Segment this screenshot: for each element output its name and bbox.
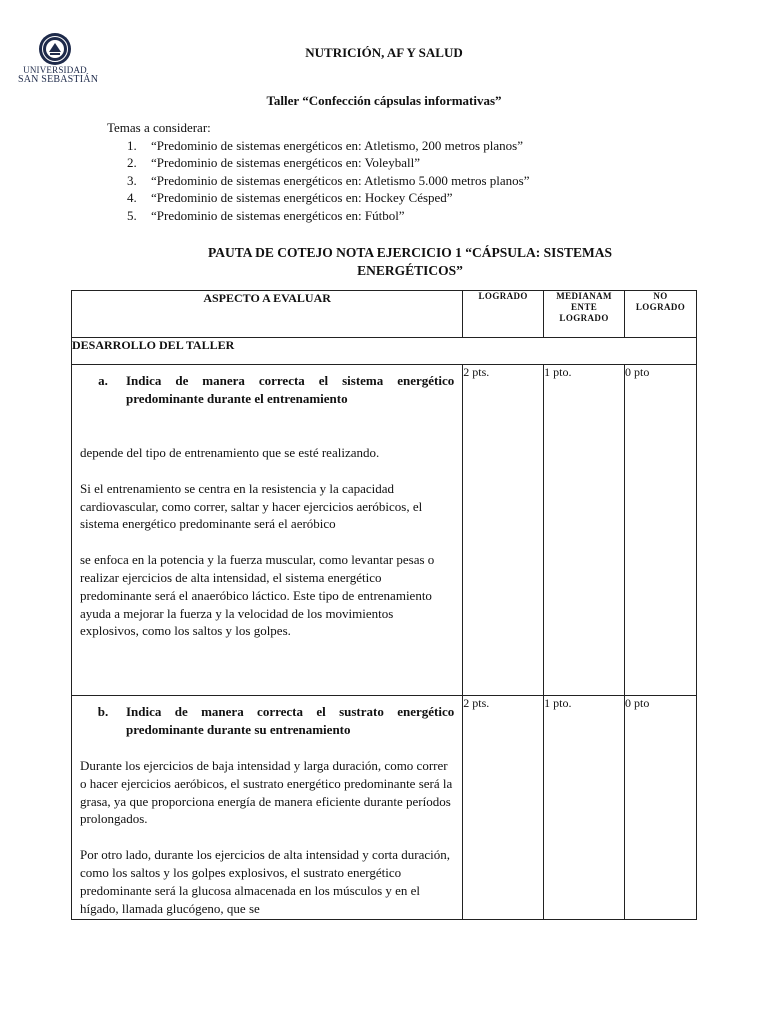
list-number: 1. — [127, 138, 137, 153]
points-achieved: 2 pts. — [463, 696, 544, 920]
list-item — [127, 189, 530, 206]
list-item — [127, 207, 530, 224]
course-title: NUTRICIÓN, AF Y SALUD — [305, 45, 463, 60]
answer-paragraph: Por otro lado, durante los ejercicios de alta intensidad y corta duración, como los saltos y los golpes explosivos, el sustrato energético predominante será la glucosa almacenada en los músculos y en el hígado, llamada glucógeno, que se — [80, 847, 451, 916]
criterion-title: Indica de manera correcta el sustrato energético predominante durante su entrenamiento — [126, 704, 455, 737]
table-row — [72, 696, 697, 920]
list-number: 4. — [127, 190, 137, 206]
topics-list — [127, 137, 530, 224]
list-item — [127, 137, 530, 154]
criterion-answer — [72, 444, 462, 640]
section-label: DESARROLLO DEL TALLER — [72, 338, 697, 365]
criterion-heading — [72, 696, 462, 739]
answer-paragraph: depende del tipo de entrenamiento que se esté realizando. — [80, 445, 380, 460]
points-not-achieved: 0 pto — [625, 696, 697, 920]
list-number: 3. — [127, 172, 137, 188]
list-text: “Predominio de sistemas energéticos en: Hockey Césped” — [151, 190, 453, 206]
criterion-heading — [72, 365, 462, 408]
workshop-title: Taller “Confección cápsulas informativas” — [266, 93, 502, 108]
criterion-cell — [72, 696, 463, 920]
criterion-answer — [72, 757, 462, 917]
criterion-letter: b. — [97, 704, 109, 719]
column-header-partial-line: ENTE — [571, 302, 598, 312]
column-header-partial — [544, 291, 625, 338]
column-header-partial-line: LOGRADO — [559, 313, 609, 323]
list-number: 2. — [127, 155, 137, 171]
answer-paragraph: se enfoca en la potencia y la fuerza muscular, como levantar pesas o realizar ejercicios de alta intensidad, el sistema energético predominante será el anaeróbico láctico. Este tipo de entrenamiento ayuda a mejorar la fuerza y la velocidad de los movimientos explosivos, como los saltos y los golpes. — [80, 552, 435, 639]
list-item — [127, 154, 530, 171]
column-header-partial-line: MEDIANAM — [556, 291, 612, 301]
table-header-row — [72, 291, 697, 338]
column-header-not-line: NO — [653, 291, 668, 301]
column-header-not-achieved — [625, 291, 697, 338]
rubric-title-line-1: PAUTA DE COTEJO NOTA EJERCICIO 1 “CÁPSULA: SISTEMAS — [208, 245, 612, 260]
list-text: “Predominio de sistemas energéticos en: Fútbol” — [151, 207, 405, 223]
points-partial: 1 pto. — [544, 365, 625, 696]
answer-paragraph: Si el entrenamiento se centra en la resistencia y la capacidad cardiovascular, como correr, saltar y hacer ejercicios aeróbicos, el sistema energético predominante será el aeróbico — [80, 480, 423, 532]
list-number: 5. — [127, 207, 137, 223]
column-header-aspect: ASPECTO A EVALUAR — [72, 291, 463, 338]
list-text: “Predominio de sistemas energéticos en: Voleyball” — [151, 155, 420, 171]
table-row — [72, 365, 697, 696]
rubric-title — [190, 244, 630, 280]
list-text: “Predominio de sistemas energéticos en: Atletismo, 200 metros planos” — [151, 138, 523, 153]
section-row — [72, 338, 697, 365]
logo-line-1: UNIVERSIDAD — [23, 65, 87, 75]
list-text: “Predominio de sistemas energéticos en: Atletismo 5.000 metros planos” — [151, 172, 530, 188]
column-header-achieved: LOGRADO — [463, 291, 544, 338]
criterion-cell — [72, 365, 463, 696]
rubric-table — [71, 290, 697, 920]
rubric-title-line-2: ENERGÉTICOS” — [357, 263, 463, 278]
logo-line-2: SAN SEBASTIÁN — [18, 74, 99, 85]
points-achieved: 2 pts. — [463, 365, 544, 696]
answer-paragraph: Durante los ejercicios de baja intensidad y larga duración, como correr o hacer ejercicios aeróbicos, el sustrato energético predominante será la grasa, ya que proporciona energía de manera eficiente durante períodos prolongados. — [80, 758, 453, 827]
criterion-title: Indica de manera correcta el sistema energético predominante durante el entrenamiento — [126, 373, 455, 406]
column-header-not-line: LOGRADO — [635, 302, 686, 312]
criterion-letter: a. — [98, 373, 108, 388]
topics-intro: Temas a considerar: — [107, 120, 211, 135]
list-item — [127, 172, 530, 189]
points-partial: 1 pto. — [544, 696, 625, 920]
points-not-achieved: 0 pto — [625, 365, 697, 696]
